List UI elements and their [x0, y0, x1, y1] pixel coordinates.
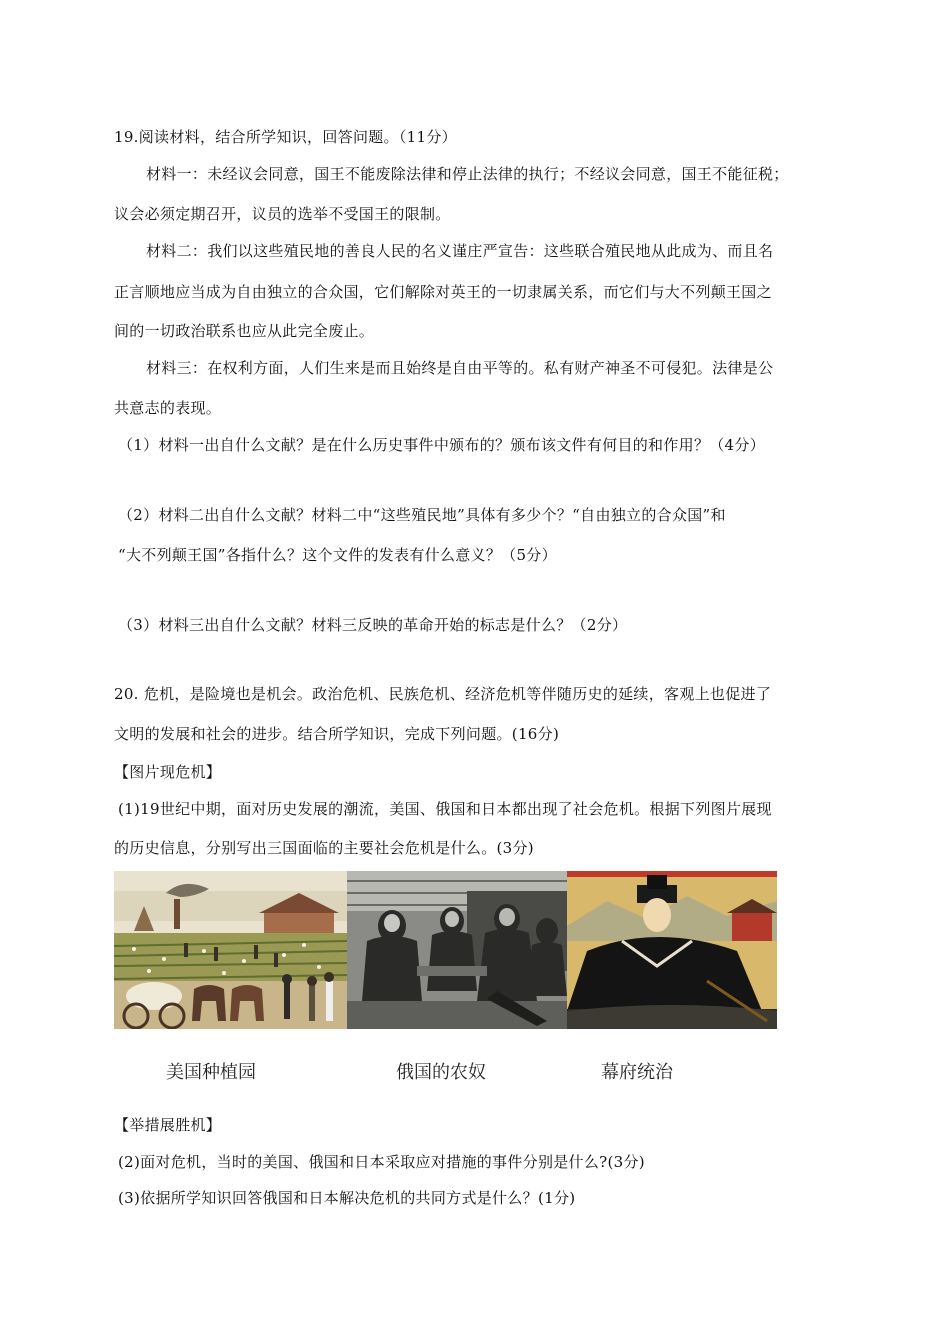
plantation-image	[114, 871, 347, 1029]
q19-material3-line1: 材料三：在权利方面，人们生来是而且始终是自由平等的。私有财产神圣不可侵犯。法律是公	[146, 359, 774, 377]
q19-question2-line2: “大不列颠王国”各指什么？这个文件的发表有什么意义？（5分）	[118, 546, 557, 564]
q20-section-pictures: 【图片现危机】	[114, 763, 222, 781]
photo-strip	[114, 871, 777, 1029]
q20-question1-line2: 的历史信息，分别写出三国面临的主要社会危机是什么。(3分)	[114, 839, 534, 857]
q20-section-measures: 【举措展胜机】	[114, 1116, 222, 1134]
q19-question1: （1）材料一出自什么文献？是在什么历史事件中颁布的？颁布该文件有何目的和作用？（4分）	[118, 436, 765, 454]
q19-material2-line2: 正言顺地应当成为自由独立的合众国，它们解除对英王的一切隶属关系，而它们与大不列颠王国之	[114, 283, 772, 301]
q19-material1-line1: 材料一：未经议会同意，国王不能废除法律和停止法律的执行；不经议会同意，国王不能征税；	[146, 165, 789, 183]
caption-plantation: 美国种植园	[166, 1062, 256, 1083]
caption-serfs: 俄国的农奴	[396, 1062, 486, 1083]
q20-intro-line2: 文明的发展和社会的进步。结合所学知识，完成下列问题。(16分)	[114, 725, 560, 743]
q20-intro-line1: 20. 危机，是险境也是机会。政治危机、民族危机、经济危机等伴随历史的延续，客观上也促进了	[114, 685, 772, 703]
q19-material3-line2: 共意志的表现。	[114, 399, 222, 417]
q19-question2-line1: （2）材料二出自什么文献？材料二中“这些殖民地”具体有多少个？“自由独立的合众国”和	[118, 506, 726, 524]
q19-title: 19.阅读材料，结合所学知识，回答问题。（11分）	[114, 128, 457, 146]
q19-material2-line3: 间的一切政治联系也应从此完全废止。	[114, 322, 375, 340]
shogunate-image	[567, 871, 777, 1029]
russian-serfs-image	[347, 871, 567, 1029]
q20-question2: (2)面对危机，当时的美国、俄国和日本采取应对措施的事件分别是什么?(3分)	[118, 1153, 645, 1171]
q20-question3: (3)依据所学知识回答俄国和日本解决危机的共同方式是什么？(1分)	[118, 1189, 576, 1207]
q20-question1-line1: (1)19世纪中期，面对历史发展的潮流，美国、俄国和日本都出现了社会危机。根据下列图片展现	[118, 800, 772, 818]
q19-material1-line2: 议会必须定期召开，议员的选举不受国王的限制。	[114, 205, 451, 223]
caption-shogunate: 幕府统治	[601, 1062, 673, 1083]
q19-question3: （3）材料三出自什么文献？材料三反映的革命开始的标志是什么？（2分）	[118, 616, 628, 634]
q19-material2-line1: 材料二：我们以这些殖民地的善良人民的名义谨庄严宣告：这些联合殖民地从此成为、而且名	[146, 242, 774, 260]
